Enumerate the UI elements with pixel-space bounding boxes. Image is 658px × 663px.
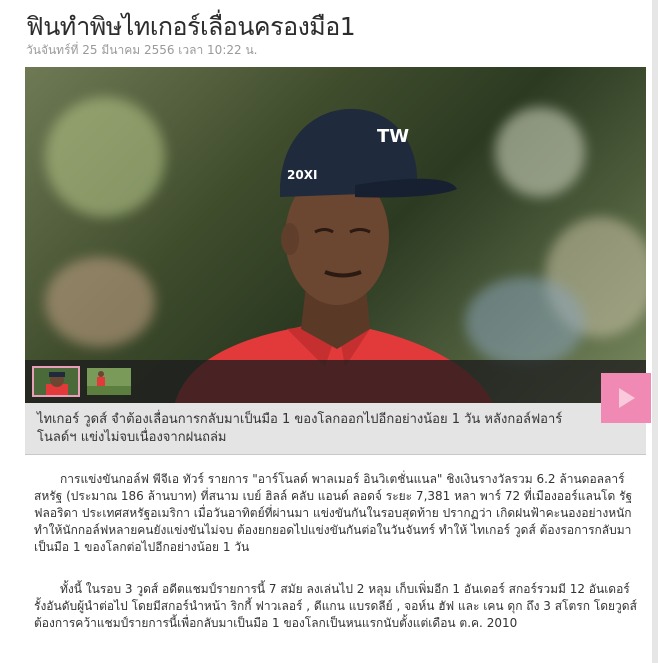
thumbnail-1[interactable] (32, 366, 80, 397)
golfer-figure (25, 67, 646, 403)
cap-brand: 20XI (287, 168, 318, 182)
main-photo (25, 67, 646, 403)
photo-gallery (25, 67, 646, 454)
article-paragraph-2: ทั้งนี้ ในรอบ 3 วูดส์ อดีตแชมป์รายการนี้ 7 สมัย ลงเล่นไป 2 หลุม เก็บเพิ่มอีก 1 อันเดอร์ สกอร์รวมมี 12 อันเดอร์ รั้งอันดับผู้นำต่อไป โดยมีสกอร์นำหน้า ริกกี้ ฟาวเลอร์ , ดีแกน แบรดลีย์ , จอห์น ฮัฟ และ เคน ดุก ถึง 3 สโตรก โดยวูดส์ ต้องการคว้าแชมป์รายการนี้เพื่อกลับมาเป็นมือ 1 ของโลกเป็นหนแรกนับตั้งแต่เดือน ต.ค. 2010 (34, 582, 637, 630)
article-paragraph-1: การแข่งขันกอล์ฟ พีจีเอ ทัวร์ รายการ "อาร์โนลด์ พาลเมอร์ อินวิเตชั่นแนล" ชิงเงินรางวัลรวม 6.2 ล้านดอลลาร์สหรัฐ (ประมาณ 186 ล้านบาท) ที่สนาม เบย์ ฮิลล์ คลับ แอนด์ ลอดจ์ ระยะ 7,381 หลา พาร์ 72 ที่เมืองออร์แลนโด รัฐฟลอริดา ประเทศสหรัฐอเมริกา เมื่อวันอาทิตย์ที่ผ่านมา แข่งขันกันในรอบสุดท้าย ปรากฏว่า เกิดฝนฟ้าคะนองอย่างหนัก ทำให้นักกอล์ฟหลายคนยังแข่งขันไม่จบ ต้องยกยอดไปแข่งขันกันต่อในวันจันทร์ ทำให้ ไทเกอร์ วูดส์ ต้องรอการกลับมาเป็นมือ 1 ของโลกต่อไปอีกอย่างน้อย 1 วัน (34, 472, 633, 554)
article-date: วันจันทร์ที่ 25 มีนาคม 2556 เวลา 10:22 น. (26, 43, 258, 57)
thumbnail-strip (25, 360, 646, 403)
thumbnail-1-image (34, 368, 78, 395)
page-edge (652, 0, 658, 663)
play-arrow-icon (619, 388, 635, 408)
thumbnail-2-image (87, 368, 131, 395)
photo-caption (25, 403, 646, 455)
cap-logo: TW (377, 126, 410, 147)
thumbnail-2[interactable] (85, 366, 133, 397)
article-title: ฟินทำพิษไทเกอร์เลื่อนครองมือ1 (26, 12, 356, 41)
next-slide-button[interactable] (601, 373, 651, 423)
caption-text: ไทเกอร์ วูดส์ จำต้องเลื่อนการกลับมาเป็นมือ 1 ของโลกออกไปอีกอย่างน้อย 1 วัน หลังกอล์ฟอาร์โนลด์ฯ แข่งไม่จบเนื่องจากฝนถล่ม (37, 412, 563, 445)
